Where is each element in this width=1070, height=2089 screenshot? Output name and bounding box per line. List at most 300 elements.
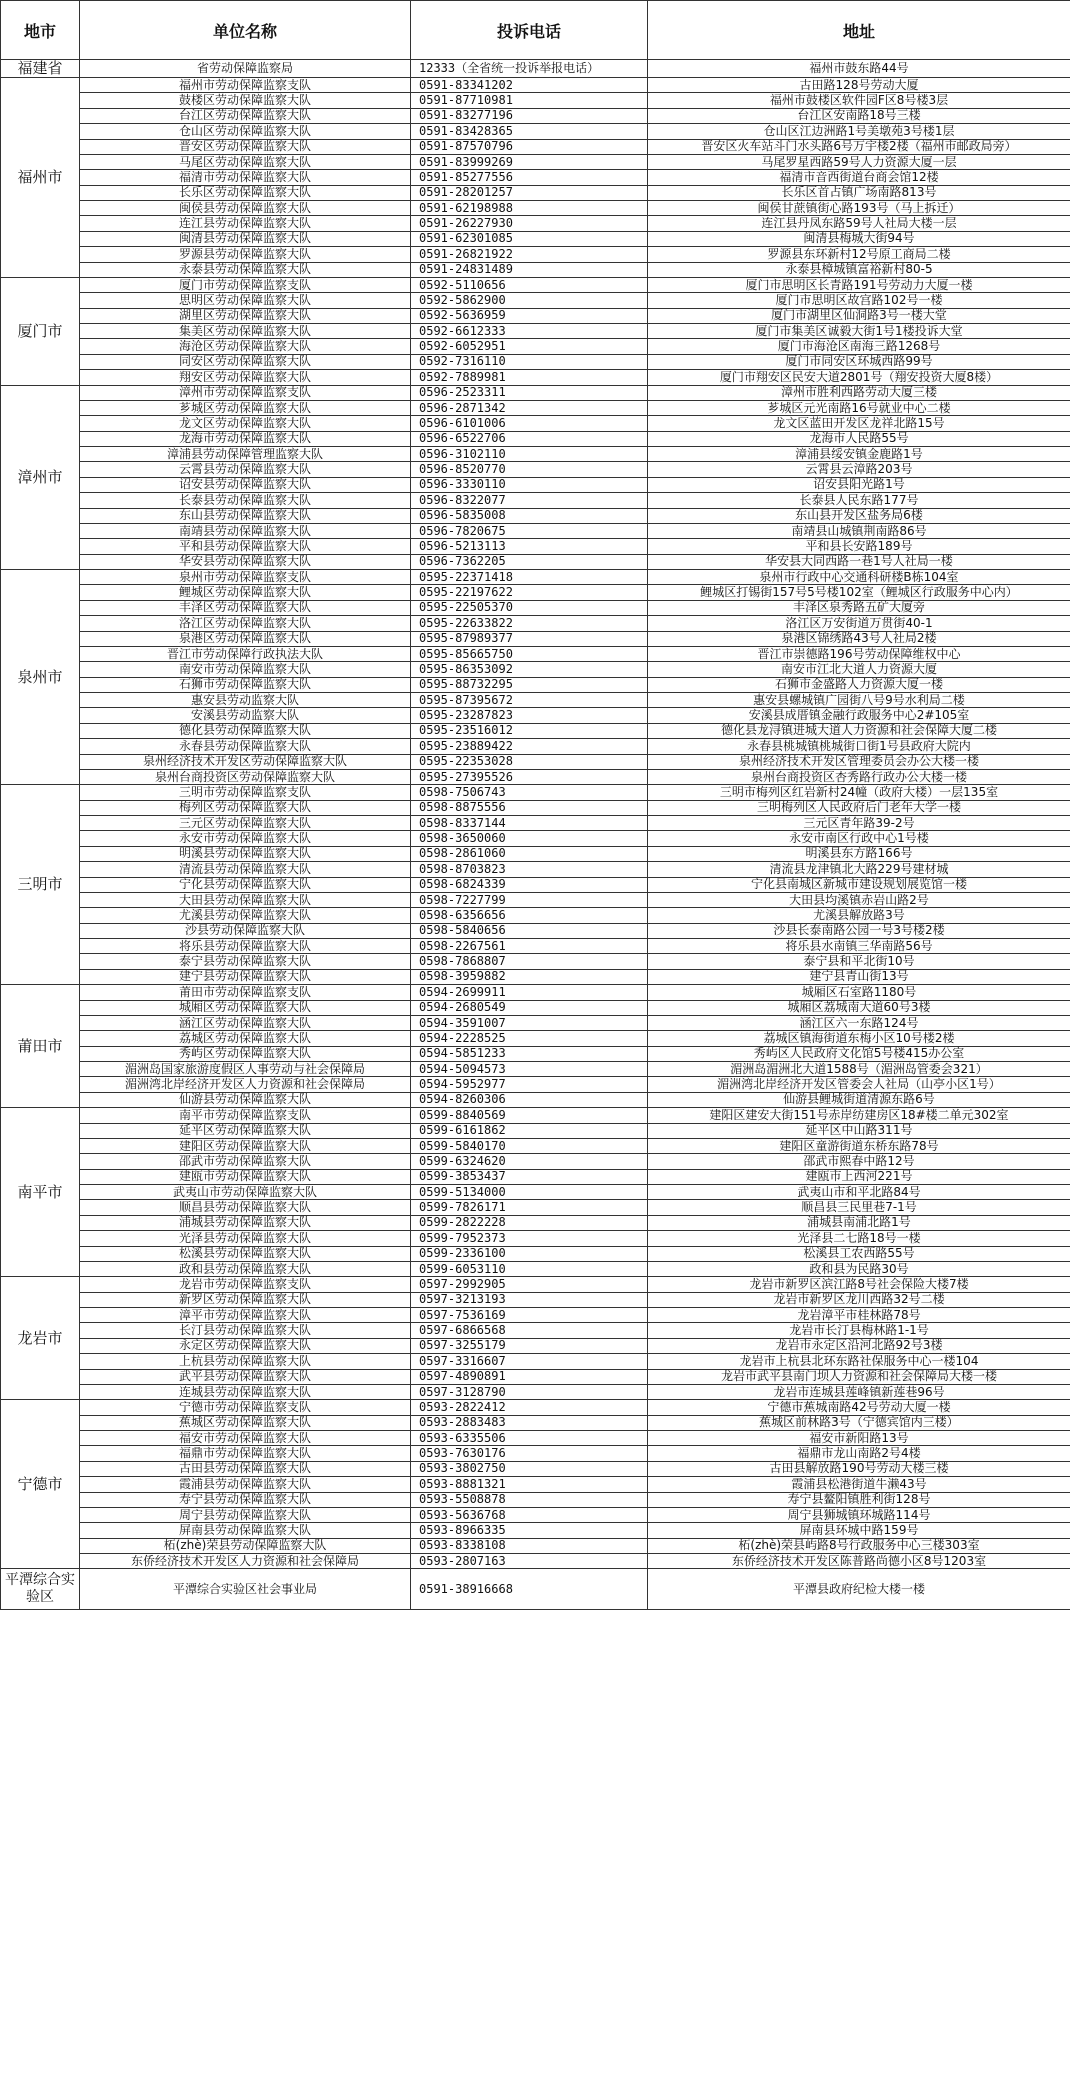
table-row bbox=[1, 447, 1070, 462]
table-row bbox=[1, 1000, 1070, 1015]
unit-name-cell: 莆田市劳动保障监察支队 bbox=[80, 985, 411, 1000]
table-row bbox=[1, 708, 1070, 723]
phone-cell: 0597-6866568 bbox=[411, 1323, 648, 1338]
address-cell: 南靖县山城镇荆南路86号 bbox=[648, 523, 1070, 538]
phone-cell: 0592-7316110 bbox=[411, 354, 648, 369]
phone-cell: 12333（全省统一投诉举报电话） bbox=[411, 60, 648, 78]
table-row bbox=[1, 139, 1070, 154]
address-cell: 平潭县政府纪检大楼一楼 bbox=[648, 1569, 1070, 1610]
unit-name-cell: 马尾区劳动保障监察大队 bbox=[80, 154, 411, 169]
address-cell: 将乐县水南镇三华南路56号 bbox=[648, 939, 1070, 954]
table-row bbox=[1, 954, 1070, 969]
phone-cell: 0597-7536169 bbox=[411, 1308, 648, 1323]
address-cell: 马尾罗星西路59号人力资源大厦一层 bbox=[648, 154, 1070, 169]
unit-name-cell: 东山县劳动保障监察大队 bbox=[80, 508, 411, 523]
address-cell: 泉港区锦绣路43号人社局2楼 bbox=[648, 631, 1070, 646]
table-row bbox=[1, 769, 1070, 784]
unit-name-cell: 武平县劳动保障监察大队 bbox=[80, 1369, 411, 1384]
unit-name-cell: 湖里区劳动保障监察大队 bbox=[80, 308, 411, 323]
unit-name-cell: 清流县劳动保障监察大队 bbox=[80, 862, 411, 877]
table-row bbox=[1, 78, 1070, 93]
phone-cell: 0593-5508878 bbox=[411, 1492, 648, 1507]
unit-name-cell: 福鼎市劳动保障监察大队 bbox=[80, 1446, 411, 1461]
address-cell: 霞浦县松港街道牛濑43号 bbox=[648, 1477, 1070, 1492]
unit-name-cell: 翔安区劳动保障监察大队 bbox=[80, 370, 411, 385]
unit-name-cell: 永春县劳动保障监察大队 bbox=[80, 739, 411, 754]
phone-cell: 0592-5636959 bbox=[411, 308, 648, 323]
phone-cell: 0591-26227930 bbox=[411, 216, 648, 231]
table-row bbox=[1, 754, 1070, 769]
unit-name-cell: 平潭综合实验区社会事业局 bbox=[80, 1569, 411, 1610]
address-cell: 长乐区首占镇广场南路813号 bbox=[648, 185, 1070, 200]
phone-cell: 0593-7630176 bbox=[411, 1446, 648, 1461]
address-cell: 光泽县二七路18号一楼 bbox=[648, 1231, 1070, 1246]
unit-name-cell: 南平市劳动保障监察支队 bbox=[80, 1108, 411, 1123]
phone-cell: 0597-3255179 bbox=[411, 1338, 648, 1353]
phone-cell: 0593-8966335 bbox=[411, 1523, 648, 1538]
address-cell: 丰泽区泉秀路五矿大厦旁 bbox=[648, 600, 1070, 615]
table-row bbox=[1, 247, 1070, 262]
phone-cell: 0593-8338108 bbox=[411, 1538, 648, 1553]
phone-cell: 0598-6824339 bbox=[411, 877, 648, 892]
table-row bbox=[1, 1400, 1070, 1415]
phone-cell: 0599-6324620 bbox=[411, 1154, 648, 1169]
unit-name-cell: 福州市劳动保障监察支队 bbox=[80, 78, 411, 93]
phone-cell: 0596-8322077 bbox=[411, 493, 648, 508]
phone-cell: 0599-3853437 bbox=[411, 1169, 648, 1184]
phone-cell: 0595-23516012 bbox=[411, 723, 648, 738]
table-row bbox=[1, 1431, 1070, 1446]
city-cell: 平潭综合实验区 bbox=[1, 1569, 80, 1610]
header-address: 地址 bbox=[648, 1, 1070, 60]
address-cell: 柘(zhè)荣县屿路8号行政服务中心三楼303室 bbox=[648, 1538, 1070, 1553]
address-cell: 厦门市集美区诚毅大街1号1楼投诉大堂 bbox=[648, 324, 1070, 339]
phone-cell: 0596-6101006 bbox=[411, 416, 648, 431]
unit-name-cell: 东侨经济技术开发区人力资源和社会保障局 bbox=[80, 1554, 411, 1569]
phone-cell: 0593-2807163 bbox=[411, 1554, 648, 1569]
unit-name-cell: 台江区劳动保障监察大队 bbox=[80, 108, 411, 123]
unit-name-cell: 漳浦县劳动保障管理监察大队 bbox=[80, 447, 411, 462]
unit-name-cell: 梅列区劳动保障监察大队 bbox=[80, 800, 411, 815]
table-row bbox=[1, 400, 1070, 415]
address-cell: 古田路128号劳动大厦 bbox=[648, 78, 1070, 93]
unit-name-cell: 湄洲岛国家旅游度假区人事劳动与社会保障局 bbox=[80, 1062, 411, 1077]
table-row bbox=[1, 1461, 1070, 1476]
address-cell: 芗城区元光南路16号就业中心二楼 bbox=[648, 400, 1070, 415]
phone-cell: 0591-87710981 bbox=[411, 93, 648, 108]
table-row bbox=[1, 631, 1070, 646]
phone-cell: 0596-7362205 bbox=[411, 554, 648, 569]
unit-name-cell: 鼓楼区劳动保障监察大队 bbox=[80, 93, 411, 108]
phone-cell: 0598-2861060 bbox=[411, 846, 648, 861]
address-cell: 周宁县狮城镇环城路114号 bbox=[648, 1507, 1070, 1522]
unit-name-cell: 晋安区劳动保障监察大队 bbox=[80, 139, 411, 154]
address-cell: 东侨经济技术开发区陈普路尚德小区8号1203室 bbox=[648, 1554, 1070, 1569]
address-cell: 永安市南区行政中心1号楼 bbox=[648, 831, 1070, 846]
address-cell: 厦门市思明区故宫路102号一楼 bbox=[648, 293, 1070, 308]
table-row bbox=[1, 1123, 1070, 1138]
phone-cell: 0591-38916668 bbox=[411, 1569, 648, 1610]
address-cell: 惠安县螺城镇广园街八号9号水利局二楼 bbox=[648, 693, 1070, 708]
table-row bbox=[1, 493, 1070, 508]
phone-cell: 0593-3802750 bbox=[411, 1461, 648, 1476]
phone-cell: 0592-5862900 bbox=[411, 293, 648, 308]
table-row bbox=[1, 1246, 1070, 1261]
table-row bbox=[1, 1538, 1070, 1553]
phone-cell: 0599-2336100 bbox=[411, 1246, 648, 1261]
phone-cell: 0595-22353028 bbox=[411, 754, 648, 769]
city-cell: 莆田市 bbox=[1, 985, 80, 1108]
address-cell: 仓山区江边洲路1号美墩苑3号楼1层 bbox=[648, 124, 1070, 139]
unit-name-cell: 闽清县劳动保障监察大队 bbox=[80, 231, 411, 246]
city-cell: 三明市 bbox=[1, 785, 80, 985]
table-row bbox=[1, 739, 1070, 754]
table-row bbox=[1, 785, 1070, 800]
unit-name-cell: 三元区劳动保障监察大队 bbox=[80, 816, 411, 831]
unit-name-cell: 连城县劳动保障监察大队 bbox=[80, 1384, 411, 1399]
unit-name-cell: 福安市劳动保障监察大队 bbox=[80, 1431, 411, 1446]
phone-cell: 0591-85277556 bbox=[411, 170, 648, 185]
phone-cell: 0594-2228525 bbox=[411, 1031, 648, 1046]
table-row bbox=[1, 646, 1070, 661]
phone-cell: 0596-7820675 bbox=[411, 523, 648, 538]
table-header bbox=[1, 1, 1070, 60]
table-row bbox=[1, 370, 1070, 385]
phone-cell: 0591-83999269 bbox=[411, 154, 648, 169]
unit-name-cell: 平和县劳动保障监察大队 bbox=[80, 539, 411, 554]
phone-cell: 0595-23889422 bbox=[411, 739, 648, 754]
phone-cell: 0593-2822412 bbox=[411, 1400, 648, 1415]
phone-cell: 0594-5094573 bbox=[411, 1062, 648, 1077]
table-row bbox=[1, 477, 1070, 492]
phone-cell: 0596-6522706 bbox=[411, 431, 648, 446]
unit-name-cell: 建瓯市劳动保障监察大队 bbox=[80, 1169, 411, 1184]
address-cell: 涵江区六一东路124号 bbox=[648, 1015, 1070, 1030]
unit-name-cell: 周宁县劳动保障监察大队 bbox=[80, 1507, 411, 1522]
unit-name-cell: 仓山区劳动保障监察大队 bbox=[80, 124, 411, 139]
table-row bbox=[1, 800, 1070, 815]
address-cell: 邵武市熙春中路12号 bbox=[648, 1154, 1070, 1169]
unit-name-cell: 漳平市劳动保障监察大队 bbox=[80, 1308, 411, 1323]
address-cell: 建阳区童游街道东桥东路78号 bbox=[648, 1138, 1070, 1153]
unit-name-cell: 三明市劳动保障监察支队 bbox=[80, 785, 411, 800]
table-row bbox=[1, 1077, 1070, 1092]
address-cell: 厦门市翔安区民安大道2801号（翔安投资大厦8楼） bbox=[648, 370, 1070, 385]
table-row bbox=[1, 693, 1070, 708]
unit-name-cell: 芗城区劳动保障监察大队 bbox=[80, 400, 411, 415]
table-row bbox=[1, 877, 1070, 892]
phone-cell: 0595-22633822 bbox=[411, 616, 648, 631]
phone-cell: 0592-6052951 bbox=[411, 339, 648, 354]
table-row bbox=[1, 1384, 1070, 1399]
table-row bbox=[1, 1308, 1070, 1323]
unit-name-cell: 光泽县劳动保障监察大队 bbox=[80, 1231, 411, 1246]
unit-name-cell: 蕉城区劳动保障监察大队 bbox=[80, 1415, 411, 1430]
table-row bbox=[1, 1138, 1070, 1153]
address-cell: 云霄县云漳路203号 bbox=[648, 462, 1070, 477]
address-cell: 湄洲湾北岸经济开发区管委会人社局（山亭小区1号） bbox=[648, 1077, 1070, 1092]
unit-name-cell: 延平区劳动保障监察大队 bbox=[80, 1123, 411, 1138]
phone-cell: 0599-7826171 bbox=[411, 1200, 648, 1215]
unit-name-cell: 闽侯县劳动保障监察大队 bbox=[80, 201, 411, 216]
unit-name-cell: 霞浦县劳动保障监察大队 bbox=[80, 1477, 411, 1492]
address-cell: 龙岩漳平市桂林路78号 bbox=[648, 1308, 1070, 1323]
phone-cell: 0598-8337144 bbox=[411, 816, 648, 831]
address-cell: 福州市鼓楼区软件园F区8号楼3层 bbox=[648, 93, 1070, 108]
city-cell: 厦门市 bbox=[1, 277, 80, 385]
phone-cell: 0599-8840569 bbox=[411, 1108, 648, 1123]
phone-cell: 0598-7506743 bbox=[411, 785, 648, 800]
city-cell: 福州市 bbox=[1, 78, 80, 278]
address-cell: 龙文区蓝田开发区龙祥北路15号 bbox=[648, 416, 1070, 431]
table-row bbox=[1, 1554, 1070, 1569]
table-row bbox=[1, 1215, 1070, 1230]
table-row bbox=[1, 1477, 1070, 1492]
unit-name-cell: 泉州市劳动保障监察支队 bbox=[80, 570, 411, 585]
table-row bbox=[1, 969, 1070, 984]
address-cell: 龙岩市长汀县梅林路1-1号 bbox=[648, 1323, 1070, 1338]
table-row bbox=[1, 170, 1070, 185]
unit-name-cell: 同安区劳动保障监察大队 bbox=[80, 354, 411, 369]
unit-name-cell: 永安市劳动保障监察大队 bbox=[80, 831, 411, 846]
unit-name-cell: 顺昌县劳动保障监察大队 bbox=[80, 1200, 411, 1215]
phone-cell: 0598-5840656 bbox=[411, 923, 648, 938]
phone-cell: 0595-87989377 bbox=[411, 631, 648, 646]
unit-name-cell: 长乐区劳动保障监察大队 bbox=[80, 185, 411, 200]
address-cell: 松溪县工农西路55号 bbox=[648, 1246, 1070, 1261]
phone-cell: 0593-5636768 bbox=[411, 1507, 648, 1522]
phone-cell: 0591-24831489 bbox=[411, 262, 648, 277]
address-cell: 泉州市行政中心交通科研楼B栋104室 bbox=[648, 570, 1070, 585]
table-row bbox=[1, 1354, 1070, 1369]
header-city: 地市 bbox=[1, 1, 80, 60]
table-row bbox=[1, 339, 1070, 354]
table-row bbox=[1, 1231, 1070, 1246]
unit-name-cell: 罗源县劳动保障监察大队 bbox=[80, 247, 411, 262]
phone-cell: 0597-3213193 bbox=[411, 1292, 648, 1307]
unit-name-cell: 城厢区劳动保障监察大队 bbox=[80, 1000, 411, 1015]
address-cell: 洛江区万安街道万贯街40-1 bbox=[648, 616, 1070, 631]
unit-name-cell: 湄洲湾北岸经济开发区人力资源和社会保障局 bbox=[80, 1077, 411, 1092]
table-row bbox=[1, 385, 1070, 400]
table-row bbox=[1, 892, 1070, 907]
phone-cell: 0594-2680549 bbox=[411, 1000, 648, 1015]
unit-name-cell: 石狮市劳动保障监察大队 bbox=[80, 677, 411, 692]
unit-name-cell: 德化县劳动保障监察大队 bbox=[80, 723, 411, 738]
unit-name-cell: 永定区劳动保障监察大队 bbox=[80, 1338, 411, 1353]
unit-name-cell: 沙县劳动保障监察大队 bbox=[80, 923, 411, 938]
phone-cell: 0593-2883483 bbox=[411, 1415, 648, 1430]
phone-cell: 0591-83428365 bbox=[411, 124, 648, 139]
address-cell: 城厢区荔城南大道60号3楼 bbox=[648, 1000, 1070, 1015]
unit-name-cell: 泉州经济技术开发区劳动保障监察大队 bbox=[80, 754, 411, 769]
table-row bbox=[1, 216, 1070, 231]
table-row bbox=[1, 1261, 1070, 1276]
address-cell: 龙岩市永定区沿河北路92号3楼 bbox=[648, 1338, 1070, 1353]
phone-cell: 0592-6612333 bbox=[411, 324, 648, 339]
phone-cell: 0599-2822228 bbox=[411, 1215, 648, 1230]
unit-name-cell: 将乐县劳动保障监察大队 bbox=[80, 939, 411, 954]
unit-name-cell: 诏安县劳动保障监察大队 bbox=[80, 477, 411, 492]
address-cell: 宁化县南城区新城市建设规划展览馆一楼 bbox=[648, 877, 1070, 892]
address-cell: 连江县丹凤东路59号人社局大楼一层 bbox=[648, 216, 1070, 231]
phone-cell: 0598-7227799 bbox=[411, 892, 648, 907]
table-row bbox=[1, 1046, 1070, 1061]
address-cell: 建宁县青山街13号 bbox=[648, 969, 1070, 984]
phone-cell: 0597-3316607 bbox=[411, 1354, 648, 1369]
table-row bbox=[1, 93, 1070, 108]
table-row bbox=[1, 277, 1070, 292]
address-cell: 武夷山市和平北路84号 bbox=[648, 1185, 1070, 1200]
address-cell: 顺昌县三民里巷7-1号 bbox=[648, 1200, 1070, 1215]
address-cell: 厦门市海沧区南海三路1268号 bbox=[648, 339, 1070, 354]
phone-cell: 0598-3959882 bbox=[411, 969, 648, 984]
address-cell: 泉州经济技术开发区管理委员会办公大楼一楼 bbox=[648, 754, 1070, 769]
table-row bbox=[1, 1200, 1070, 1215]
table-row bbox=[1, 1338, 1070, 1353]
city-cell: 宁德市 bbox=[1, 1400, 80, 1569]
table-row bbox=[1, 1569, 1070, 1610]
phone-cell: 0597-3128790 bbox=[411, 1384, 648, 1399]
table-row bbox=[1, 154, 1070, 169]
table-row bbox=[1, 508, 1070, 523]
unit-name-cell: 福清市劳动保障监察大队 bbox=[80, 170, 411, 185]
table-row bbox=[1, 908, 1070, 923]
unit-name-cell: 武夷山市劳动保障监察大队 bbox=[80, 1185, 411, 1200]
unit-name-cell: 寿宁县劳动保障监察大队 bbox=[80, 1492, 411, 1507]
address-cell: 晋安区火车站斗门水头路6号万宇楼2楼（福州市邮政局旁） bbox=[648, 139, 1070, 154]
address-cell: 福鼎市龙山南路2号4楼 bbox=[648, 1446, 1070, 1461]
table-row bbox=[1, 939, 1070, 954]
address-cell: 罗源县东环新村12号原工商局二楼 bbox=[648, 247, 1070, 262]
unit-name-cell: 海沧区劳动保障监察大队 bbox=[80, 339, 411, 354]
phone-cell: 0596-2523311 bbox=[411, 385, 648, 400]
address-cell: 诏安县阳光路1号 bbox=[648, 477, 1070, 492]
table-row bbox=[1, 308, 1070, 323]
unit-name-cell: 长汀县劳动保障监察大队 bbox=[80, 1323, 411, 1338]
unit-name-cell: 厦门市劳动保障监察支队 bbox=[80, 277, 411, 292]
header-row bbox=[1, 1, 1070, 60]
address-cell: 浦城县南浦北路1号 bbox=[648, 1215, 1070, 1230]
table-row bbox=[1, 1092, 1070, 1107]
address-cell: 福安市新阳路13号 bbox=[648, 1431, 1070, 1446]
address-cell: 寿宁县鳌阳镇胜利街128号 bbox=[648, 1492, 1070, 1507]
address-cell: 安溪县成厝镇金融行政服务中心2#105室 bbox=[648, 708, 1070, 723]
phone-cell: 0596-3102110 bbox=[411, 447, 648, 462]
table-row bbox=[1, 1169, 1070, 1184]
unit-name-cell: 明溪县劳动保障监察大队 bbox=[80, 846, 411, 861]
table-row bbox=[1, 1369, 1070, 1384]
phone-cell: 0592-7889981 bbox=[411, 370, 648, 385]
table-row bbox=[1, 662, 1070, 677]
unit-name-cell: 永泰县劳动保障监察大队 bbox=[80, 262, 411, 277]
address-cell: 龙海市人民路55号 bbox=[648, 431, 1070, 446]
table-body bbox=[1, 60, 1070, 1610]
address-cell: 德化县龙浔镇进城大道人力资源和社会保障大厦二楼 bbox=[648, 723, 1070, 738]
phone-cell: 0594-2699911 bbox=[411, 985, 648, 1000]
city-cell: 漳州市 bbox=[1, 385, 80, 570]
phone-cell: 0599-5134000 bbox=[411, 1185, 648, 1200]
table-row bbox=[1, 1507, 1070, 1522]
address-cell: 龙岩市新罗区龙川西路32号二楼 bbox=[648, 1292, 1070, 1307]
unit-name-cell: 长泰县劳动保障监察大队 bbox=[80, 493, 411, 508]
city-cell: 龙岩市 bbox=[1, 1277, 80, 1400]
address-cell: 台江区安南路18号三楼 bbox=[648, 108, 1070, 123]
address-cell: 石狮市金盛路人力资源大厦一楼 bbox=[648, 677, 1070, 692]
phone-cell: 0595-27395526 bbox=[411, 769, 648, 784]
unit-name-cell: 龙岩市劳动保障监察支队 bbox=[80, 1277, 411, 1292]
table-row bbox=[1, 585, 1070, 600]
table-row bbox=[1, 723, 1070, 738]
unit-name-cell: 连江县劳动保障监察大队 bbox=[80, 216, 411, 231]
table-row bbox=[1, 846, 1070, 861]
address-cell: 福州市鼓东路44号 bbox=[648, 60, 1070, 78]
phone-cell: 0591-87570796 bbox=[411, 139, 648, 154]
unit-name-cell: 涵江区劳动保障监察大队 bbox=[80, 1015, 411, 1030]
phone-cell: 0595-23287823 bbox=[411, 708, 648, 723]
unit-name-cell: 集美区劳动保障监察大队 bbox=[80, 324, 411, 339]
unit-name-cell: 思明区劳动保障监察大队 bbox=[80, 293, 411, 308]
table-row bbox=[1, 616, 1070, 631]
phone-cell: 0599-5840170 bbox=[411, 1138, 648, 1153]
table-row bbox=[1, 1492, 1070, 1507]
address-cell: 华安县大同西路一巷1号人社局一楼 bbox=[648, 554, 1070, 569]
phone-cell: 0594-5952977 bbox=[411, 1077, 648, 1092]
table-row bbox=[1, 293, 1070, 308]
address-cell: 龙岩市连城县莲峰镇新莲巷96号 bbox=[648, 1384, 1070, 1399]
address-cell: 湄洲岛湄洲北大道1588号（湄洲岛管委会321） bbox=[648, 1062, 1070, 1077]
phone-cell: 0595-22505370 bbox=[411, 600, 648, 615]
address-cell: 城厢区石室路1180号 bbox=[648, 985, 1070, 1000]
phone-cell: 0598-8703823 bbox=[411, 862, 648, 877]
table-row bbox=[1, 431, 1070, 446]
unit-name-cell: 宁德市劳动保障监察支队 bbox=[80, 1400, 411, 1415]
unit-name-cell: 安溪县劳动监察大队 bbox=[80, 708, 411, 723]
address-cell: 古田县解放路190号劳动大楼三楼 bbox=[648, 1461, 1070, 1476]
address-cell: 龙岩市上杭县北环东路社保服务中心一楼104 bbox=[648, 1354, 1070, 1369]
phone-cell: 0591-62198988 bbox=[411, 201, 648, 216]
address-cell: 平和县长安路189号 bbox=[648, 539, 1070, 554]
phone-cell: 0592-5110656 bbox=[411, 277, 648, 292]
table-row bbox=[1, 923, 1070, 938]
phone-cell: 0593-8881321 bbox=[411, 1477, 648, 1492]
address-cell: 清流县龙津镇北大路229号建材城 bbox=[648, 862, 1070, 877]
phone-cell: 0597-4890891 bbox=[411, 1369, 648, 1384]
table-row bbox=[1, 816, 1070, 831]
address-cell: 延平区中山路311号 bbox=[648, 1123, 1070, 1138]
table-row bbox=[1, 570, 1070, 585]
city-cell: 泉州市 bbox=[1, 570, 80, 785]
unit-name-cell: 洛江区劳动保障监察大队 bbox=[80, 616, 411, 631]
phone-cell: 0591-28201257 bbox=[411, 185, 648, 200]
phone-cell: 0591-83341202 bbox=[411, 78, 648, 93]
phone-cell: 0593-6335506 bbox=[411, 1431, 648, 1446]
address-cell: 荔城区镇海街道东梅小区10号楼2楼 bbox=[648, 1031, 1070, 1046]
unit-name-cell: 柘(zhè)荣县劳动保障监察大队 bbox=[80, 1538, 411, 1553]
table-row bbox=[1, 600, 1070, 615]
phone-cell: 0595-87395672 bbox=[411, 693, 648, 708]
address-cell: 厦门市同安区环城西路99号 bbox=[648, 354, 1070, 369]
unit-name-cell: 晋江市劳动保障行政执法大队 bbox=[80, 646, 411, 661]
table-row bbox=[1, 462, 1070, 477]
table-row bbox=[1, 1323, 1070, 1338]
phone-cell: 0598-3650060 bbox=[411, 831, 648, 846]
phone-cell: 0596-5835008 bbox=[411, 508, 648, 523]
table-row bbox=[1, 523, 1070, 538]
address-cell: 泰宁县和平北街10号 bbox=[648, 954, 1070, 969]
address-cell: 三明市梅列区红岩新村24幢（政府大楼）一层135室 bbox=[648, 785, 1070, 800]
phone-cell: 0594-8260306 bbox=[411, 1092, 648, 1107]
